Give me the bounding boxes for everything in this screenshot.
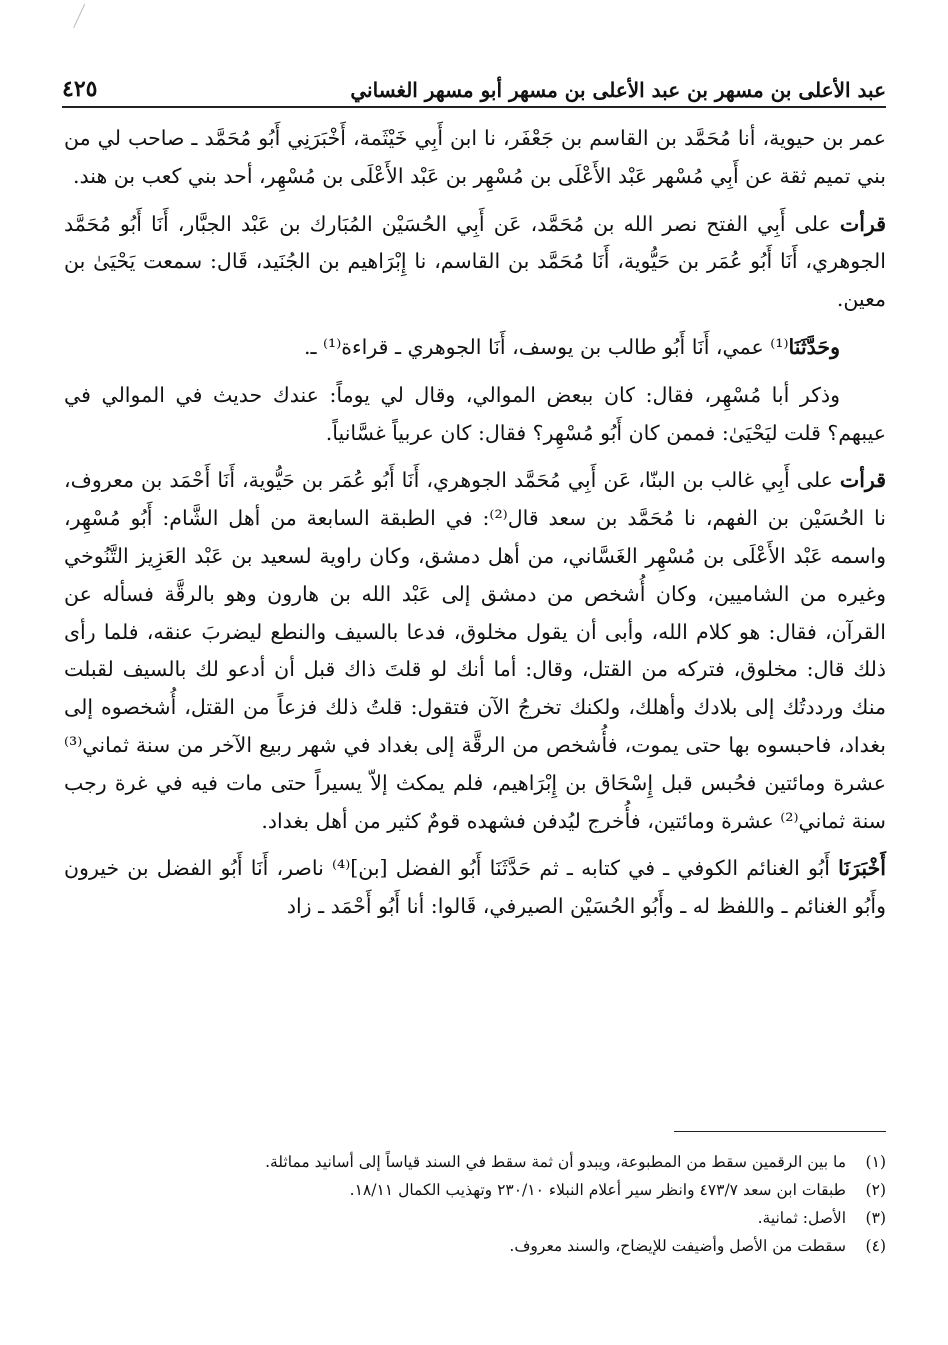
paragraph-4: وذكر أبا مُسْهِر، فقال: كان ببعض الموالي، وقال لي يوماً: عندك حديث في الموالي في عيبهم؟ قلت ليَحْيَىٰ: فممن كان أَبُو مُسْهِر؟ فقال: كان عربياً غسَّانياً. bbox=[64, 382, 886, 445]
paragraph-lead: أَخْبَرَنَا bbox=[838, 856, 886, 881]
page-header bbox=[62, 62, 886, 102]
paragraph-1: عمر بن حيوية، أنا مُحَمَّد بن القاسم بن جَعْفَر، نا ابن أَبِي خَيْثَمة، أَخْبَرَنِي أَبُو مُحَمَّد ـ صاحب لي من بني تميم ثقة عن أَبِي مُسْهر عَبْد الأَعْلَى بن مُسْهِر بن عَبْد الأَعْلَى بن مُسْهِر، أحد بني كعب بن هند. bbox=[64, 126, 886, 188]
paragraph-2: قرأت على أَبِي الفتح نصر الله بن مُحَمَّد، عَن أَبِي الحُسَيْن المُبَارك بن عَبْد الجبَّار، أَنَا أَبُو مُحَمَّد الجوهري، أَنَا أَبُو عُمَر بن حَيُّوية، أَنَا مُحَمَّد بن القاسم، نا إِبْرَاهيم بن الجُنَيد، قَال: سمعت يَحْيَىٰ بن معين. bbox=[64, 211, 886, 312]
running-title: عبد الأعلى بن مسهر بن عبد الأعلى بن مسهر أبو مسهر الغساني bbox=[350, 78, 886, 102]
footnote-1: (١) ما بين الرقمين سقط من المطبوعة، ويبدو أن ثمة سقط في السند قياساً إلى أسانيد مماثلة. bbox=[265, 1153, 886, 1171]
footnote-3: (٣) الأصل: ثمانية. bbox=[757, 1209, 886, 1227]
paragraph-5: قرأت على أَبِي غالب بن البنّا، عَن أَبِي مُحَمَّد الجوهري، أَنَا أَبُو عُمَر بن حَيُّوية، أَنَا أَحْمَد بن معروف، نا الحُسَيْن بن الفهم، نا مُحَمَّد بن سعد قال⁽²⁾: في الطبقة السابعة من أهل الشَّام: أَبُو مُسْهِر، واسمه عَبْد الأَعْلَى بن مُسْهِر الغَسَّاني، من أهل دمشق، وكان راوية لسعيد بن عَبْد العَزِيز التَّنُوخي وغيره من الشاميين، وكان أُشخص من دمشق إلى عَبْد الله بن هارون وهو بالرقَّة فسأله عن القرآن، فقال: هو كلام الله، وأبى أن يقول مخلوق، فدعا بالسيف والنطع ليضربَ عنقه، فلما رأى ذلك قال: مخلوق، فتركه من القتل، وقال: أما أنك لو قلتَ ذاك قبل أن أدعو لك بالسيف لقبلت منك ورددتُك إلى بلادك وأهلك، ولكنك تخرجُ الآن فتقول: قلتُ ذلك فزعاً من القتل، أُشخصوه إلى بغداد، فاحبسوه بها حتى يموت، فأُشخص من الرقَّة إلى بغداد في شهر ربيع الآخر من سنة ثماني⁽³⁾ عشرة ومائتين فحُبس قبل إِسْحَاق بن إِبْرَاهيم، فلم يمكث إلاّ يسيراً حتى مات فيه في غرة رجب سنة ثماني⁽²⁾ عشرة ومائتين، فأُخرج ليُدفن فشهده قومٌ كثير من أهل بغداد. bbox=[64, 468, 886, 833]
paragraph-6: أَخْبَرَنَا أَبُو الغنائم الكوفي ـ في كتابه ـ ثم حَدَّثَنَا أَبُو الفضل [بن]⁽⁴⁾ ناصر، أَنَا أَبُو الفضل بن خيرون وأَبُو الغنائم ـ واللفظ له ـ وأَبُو الحُسَيْن الصيرفي، قَالوا: أنا أَبُو أَحْمَد ـ زاد bbox=[64, 856, 886, 919]
footnotes bbox=[64, 1148, 886, 1260]
footnote-2: (٢) طبقات ابن سعد ٤٧٣/٧ وانظر سير أعلام النبلاء ٢٣٠/١٠ وتهذيب الكمال ١٨/١١. bbox=[349, 1181, 886, 1199]
paragraph-3: وحَدَّثَنَا⁽¹⁾ عمي، أَنَا أَبُو طالب بن يوسف، أَنَا الجوهري ـ قراءة⁽¹⁾ ـ. bbox=[303, 334, 840, 359]
scan-mark bbox=[73, 4, 98, 34]
page-number: ٤٢٥ bbox=[62, 76, 98, 102]
footnote-4: (٤) سقطت من الأصل وأضيفت للإيضاح، والسند معروف. bbox=[509, 1237, 886, 1255]
header-rule bbox=[62, 106, 886, 108]
paragraph-lead: قرأت bbox=[839, 211, 886, 236]
paragraph-lead: قرأت bbox=[839, 468, 886, 493]
footnote-rule bbox=[674, 1131, 886, 1132]
main-text bbox=[64, 120, 886, 936]
paragraph-lead: وحَدَّثَنَا bbox=[788, 334, 840, 359]
